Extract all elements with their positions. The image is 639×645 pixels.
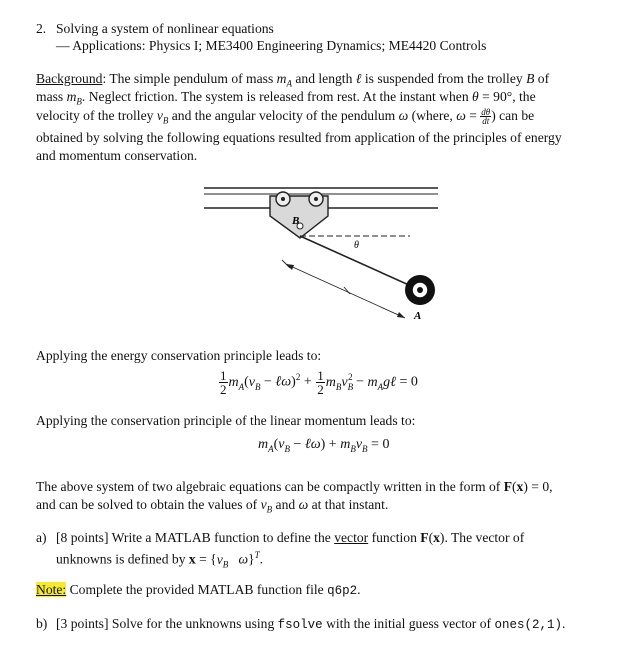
background-line-5: and momentum conservation. xyxy=(36,148,198,163)
background-label: Background xyxy=(36,71,103,86)
part-b-line: [3 points] Solve for the unknowns using fsolve with the initial guess vector of ones(2,1). xyxy=(56,616,566,632)
background-line-4: obtained by solving the following equations resulted from application of the principles of energy xyxy=(36,130,562,145)
background-line-3: velocity of the trolley $v_B$ and the angular velocity of the pendulum ω (where, ω = $\frac{d\theta}{dt}$ ) can be xyxy=(36,107,535,127)
summary-line-2: and can be solved to obtain the values of $v_B$ and ω at that instant. xyxy=(36,497,389,515)
problem-applications: — Applications: Physics I; ME3400 Engineering Dynamics; ME4420 Controls xyxy=(56,38,487,53)
energy-equation: $\frac{1}{2}$ $m_A(v_B$ − ℓω)$^2$ + $\frac{1}{2}$ $m_Bv_B^2$ − $m_Ag\ell = 0$ xyxy=(220,368,418,397)
momentum-equation: $m_A(v_B$ − ℓω) + $m_Bv_B = 0$ xyxy=(258,437,390,454)
label-theta: θ xyxy=(354,240,359,251)
background-line-1: Background: The simple pendulum of mass $m_A$ and length ℓ is suspended from the trolley B of xyxy=(36,71,550,89)
pendulum-rod xyxy=(300,236,420,290)
mass-A xyxy=(405,275,435,305)
initial-guess-code: ones(2,1) xyxy=(494,618,562,632)
length-dimension xyxy=(282,260,405,318)
momentum-intro: Applying the conservation principle of the linear momentum leads to: xyxy=(36,413,416,428)
vector-link: vector xyxy=(334,530,369,545)
part-a-line-1: [8 points] Write a MATLAB function to define the vector function F(x). The vector of xyxy=(56,530,525,545)
problem-number: 2. xyxy=(36,21,47,36)
file-name: q6p2 xyxy=(327,584,358,598)
fsolve-code: fsolve xyxy=(277,618,323,632)
note-line: Note: Complete the provided MATLAB function file q6p2. xyxy=(36,582,361,598)
label-A: A xyxy=(414,310,422,322)
background-line-2: mass $m_B$. Neglect friction. The system is released from rest. At the instant when θ = 90°, the xyxy=(36,89,536,107)
part-b-label: b) xyxy=(36,616,48,631)
part-a-label: a) xyxy=(36,530,47,545)
energy-intro: Applying the energy conservation principle leads to: xyxy=(36,348,322,363)
pendulum-trolley-diagram xyxy=(200,180,450,330)
summary-line-1: The above system of two algebraic equations can be compactly written in the form of F(x) = 0, xyxy=(36,479,553,494)
part-a-line-2: unknowns is defined by $x = \{v_B$ ω}$^T$. xyxy=(56,550,264,570)
note-label: Note: xyxy=(36,582,67,597)
problem-title: Solving a system of nonlinear equations xyxy=(56,21,274,36)
label-B: B xyxy=(292,215,300,227)
